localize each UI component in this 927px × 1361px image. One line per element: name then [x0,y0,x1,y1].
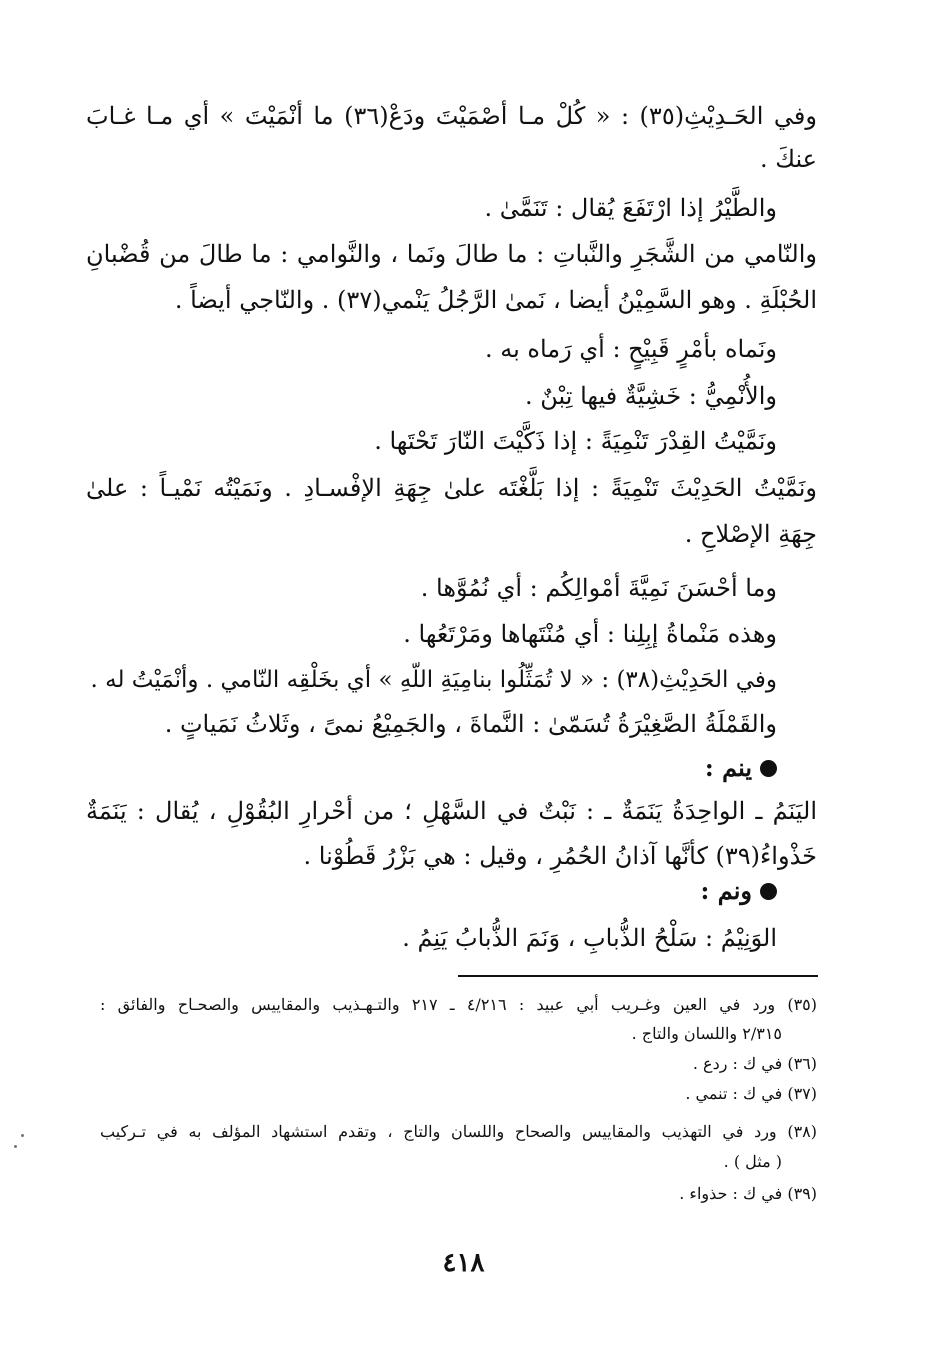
bullet-icon [760,760,777,777]
scan-speck [21,1134,24,1137]
text-line: خَذْواءُ(٣٩) كأنَّها آذانُ الحُمُرِ ، وقيل : هي بَزْرُ قَطُوْنا . [303,842,817,870]
text-line: والأُنْمِيُّ : خَشِيَّةٌ فيها تِبْنٌ . [525,382,777,410]
text-line: والطَّيْرُ إذا ارْتَفَعَ يُقال : تَنَمَّىٰ . [484,194,777,222]
text-line: الوَنِيْمُ : سَلْحُ الذُّبابِ ، وَنَمَ الذُّبابُ يَنِمُ . [402,924,777,952]
text-line: والنّامي من الشَّجَرِ والنَّباتِ : ما طالَ ونَما ، والنَّوامي : ما طالَ من قُضْبانِ [86,240,817,268]
text-line: جِهَةِ الإصْلاحِ . [684,520,817,548]
text-line: الحُبْلَةِ . وهو السَّمِيْنُ أيضا ، نَمىٰ الرَّجُلُ يَنْمي(٣٧) . والنّاجي أيضاً . [174,286,817,314]
footnote-line: (٣٧) في ك : تنمي . [685,1084,817,1103]
text-line: وما أحْسَنَ نَمِيَّةَ أمْوالِكُم : أي نُمُوَّها . [420,574,777,602]
entry-heading [701,875,777,907]
text-line: وفي الحَـدِيْثِ(٣٥) : « كُلْ مـا أصْمَيْتَ ودَعْ(٣٦) ما أنْمَيْتَ » أي مـا غـابَ [86,102,817,130]
text-line: ونَمَّيْتُ القِدْرَ تَنْمِيَةً : إذا ذَكَّيْتَ النّارَ تَحْتَها . [374,427,777,455]
footnote-divider [458,975,818,977]
footnote-line: (٣٨) ورد في التهذيب والمقاييس والصحاح واللسان والتاج ، وتقدم استشهاد المؤلف به في تـركيب [100,1122,817,1141]
footnote-line: ( مثل ) . [723,1152,782,1171]
text-line: والقَمْلَةُ الصَّغِيْرَةُ تُسَمّىٰ : النَّماةَ ، والجَمِيْعُ نمىً ، وثَلاثُ نَمَياتٍ . [164,710,777,738]
scan-speck [14,1145,17,1148]
text-line: وفي الحَدِيْثِ(٣٨) : « لا تُمَثِّلُوا بنامِيَةِ اللّهِ » أي بخَلْقِه النّامي . وأنْمَيْتُ له . [90,667,777,693]
text-line: ونَماه بأمْرٍ قَبِيْحٍ : أي رَماه به . [484,335,777,363]
footnote-line: (٣٥) ورد في العين وغـريب أبي عبيد : ٤/٢١٦ ـ ٢١٧ والتـهـذيب والمقاييس والصحـاح والفائق : [100,995,818,1014]
page-number: ٤١٨ [442,1248,485,1278]
text-line: ونَمَّيْتُ الحَدِيْثَ تَنْمِيَةً : إذا بَلَّغْتَه علىٰ جِهَةِ الإفْسـادِ . ونَمَيْتُه نَمْيـاً : علىٰ [86,474,817,502]
footnote-line: ٢/٣١٥ واللسان والتاج . [631,1024,782,1043]
text-line: عنكَ . [759,145,817,173]
entry-heading [705,752,777,784]
text-line: اليَنَمُ ـ الواحِدَةُ يَنَمَةٌ ـ : نَبْتٌ في السَّهْلِ ؛ من أحْرارِ البُقُوْلِ ، يُقال : يَنَمَةٌ [86,797,817,825]
footnote-line: (٣٩) في ك : حذواء . [679,1184,817,1203]
entry-heading-label: ونم : [700,876,752,905]
text-line: وهذه مَنْماةُ إبِلِنا : أي مُنْتَهاها ومَرْتَعُها . [403,620,777,648]
entry-heading-label: ينم : [704,753,752,782]
bullet-icon [760,883,777,900]
footnote-line: (٣٦) في ك : ردع . [692,1054,817,1073]
